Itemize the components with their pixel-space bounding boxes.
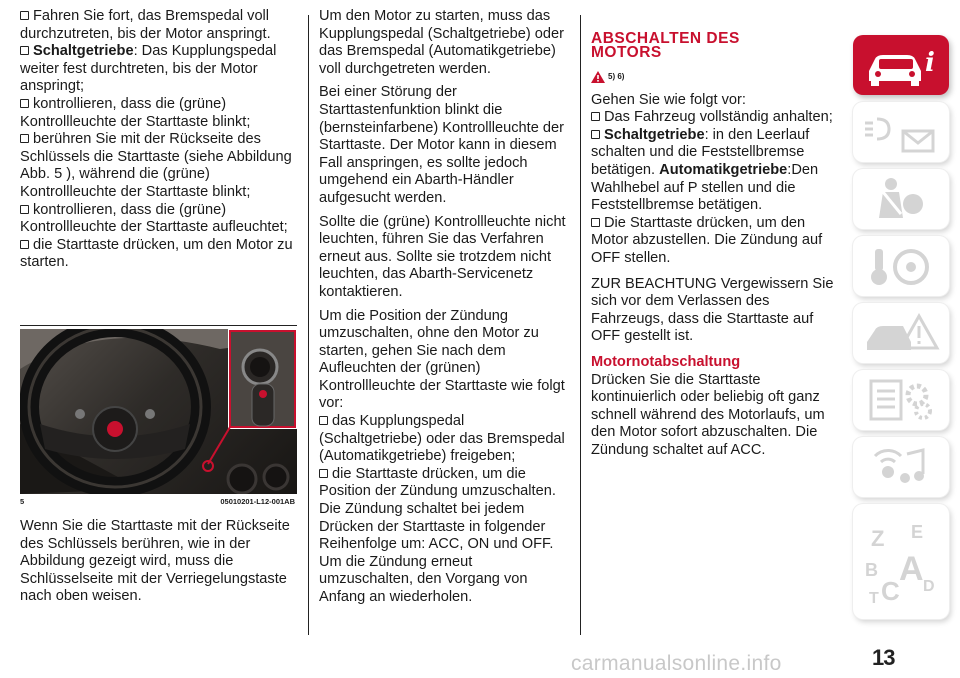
page-number: 13 (872, 645, 895, 670)
warning-references: 5) 6) (591, 68, 841, 86)
figure-note: Wenn Sie die Starttaste mit der Rückseite des Schlüssels berühren, wie in der Abbildung gezeigt wird, muss die Schlüsselseite mit der Verriegelungstaste nach oben weisen. (20, 518, 290, 605)
list-item: Die Starttaste drücken, um den Motor abzustellen. Die Zündung auf OFF stellen. (591, 214, 823, 266)
checkbox-bullet-icon (20, 11, 29, 20)
section-title: ABSCHALTEN DES MOTORS (591, 30, 740, 61)
maintenance-checklist-icon (861, 375, 941, 425)
list-item: Schaltgetriebe: in den Leerlauf schalten und die Feststellbremse betätigen. Automatikgetriebe:Den Wahlhebel auf P stellen und die Feststellbremse betätigen. (591, 126, 819, 214)
checkbox-bullet-icon (20, 134, 29, 143)
list-item: die Starttaste drücken, um die Position der Zündung umzuschalten. Die Zündung schaltet bei jedem Drücken der Starttaste in folgender Reihenfolge um: ACC, ON und OFF. Um die Zündung erneut umzuschalten, den Vorgang von Anfang an wiederholen. (319, 465, 556, 605)
paragraph: Bei einer Störung der Starttastenfunktion blinkt die (bernsteinfarbene) Kontrollleuchte der Starttaste. Der Motor kann in diesem Fall anspringen, es sollte jedoch umgehend ein Abarth-Händler aufgesucht werden. (319, 84, 564, 206)
column-divider (308, 15, 309, 635)
list-item: berühren Sie mit der Rückseite des Schlüssels die Starttaste (siehe Abbildung Abb. 5 ), während die (grüne) Kontrollleuchte der Starttaste blinkt; (20, 131, 292, 200)
tab-lights-messages[interactable] (853, 102, 949, 162)
figure-5 (20, 325, 297, 606)
list-item: die Starttaste drücken, um den Motor zu starten. (20, 236, 293, 271)
figure-caption (20, 497, 297, 506)
seatbelt-airbag-icon (861, 174, 941, 224)
column-3 (591, 32, 841, 459)
tab-emergency[interactable] (853, 303, 949, 363)
checkbox-bullet-icon (319, 469, 328, 478)
list-item: kontrollieren, dass die (grüne) Kontrollleuchte der Starttaste blinkt; (20, 95, 251, 130)
list-item: Schaltgetriebe: Das Kupplungspedal weiter fest durchtreten, bis der Motor anspringt; (20, 43, 277, 95)
dashboard-illustration (20, 329, 297, 494)
alphabetical-index-icon: Z E A B C T D (865, 521, 935, 607)
list-item: Das Fahrzeug vollständig anhalten; (591, 109, 841, 127)
paragraph: Gehen Sie wie folgt vor: (591, 91, 746, 108)
key-steering-icon (861, 241, 941, 291)
figure-top-rule (20, 325, 297, 326)
checkbox-bullet-icon (591, 112, 600, 121)
tab-multimedia[interactable] (853, 437, 949, 497)
column-divider (580, 15, 581, 635)
checkbox-bullet-icon (591, 130, 600, 139)
tab-index[interactable] (853, 504, 949, 619)
tab-starting-driving[interactable] (853, 236, 949, 296)
checkbox-bullet-icon (319, 416, 328, 425)
tab-safety[interactable] (853, 169, 949, 229)
list-item: das Kupplungspedal (Schaltgetriebe) oder das Bremspedal (Automatikgetriebe) freigeben; (319, 413, 565, 465)
column-2 (319, 8, 569, 607)
tab-maintenance[interactable] (853, 370, 949, 430)
steering-wheel-photo (20, 329, 297, 494)
paragraph: Um die Position der Zündung umzuschalten, ohne den Motor zu starten, gehen Sie nach dem Aufleuchten der (grünen) Kontrollleuchte der Starttaste wie folgt vor: (319, 307, 565, 412)
checkbox-bullet-icon (591, 218, 600, 227)
column-1 (20, 8, 297, 272)
checkbox-bullet-icon (20, 99, 29, 108)
svg-text:i: i (925, 48, 935, 78)
list-item: Fahren Sie fort, das Bremspedal voll durchzutreten, bis der Motor anspringt. (20, 8, 271, 42)
list-item: kontrollieren, dass die (grüne) Kontrollleuchte der Starttaste aufleuchtet; (20, 201, 288, 236)
lights-message-icon (861, 107, 941, 157)
car-warning-icon (861, 308, 941, 358)
car-info-icon (861, 41, 941, 89)
paragraph: Um den Motor zu starten, muss das Kupplungspedal (Schaltgetriebe) oder das Bremspedal (Automatikgetriebe) voll durchgetreten werden. (319, 8, 565, 77)
figure-code: 05010201-L12-001AB (220, 497, 295, 506)
tab-car-info[interactable] (853, 35, 949, 95)
watermark: carmanualsonline.info (571, 652, 782, 675)
figure-number: 5 (20, 497, 25, 506)
checkbox-bullet-icon (20, 46, 29, 55)
paragraph: Sollte die (grüne) Kontrollleuchte nicht leuchten, führen Sie das Verfahren erneut aus. Sollte sie trotzdem nicht leuchten, das Abarth-Servicenetz kontaktieren. (319, 213, 566, 300)
subheading: Motornotabschaltung (591, 353, 741, 370)
checkbox-bullet-icon (20, 240, 29, 249)
checkbox-bullet-icon (20, 205, 29, 214)
note-paragraph: ZUR BEACHTUNG Vergewissern Sie sich vor dem Verlassen des Fahrzeugs, dass die Starttaste auf OFF gestellt ist. (591, 275, 834, 345)
radio-music-icon (861, 442, 941, 492)
warning-triangle-icon (591, 71, 605, 83)
paragraph: Drücken Sie die Starttaste kontinuierlich oder beliebig oft ganz schnell während des Motorlaufs, um den Motor sofort abzuschalten. Die Zündung schaltet auf ACC. (591, 371, 825, 458)
